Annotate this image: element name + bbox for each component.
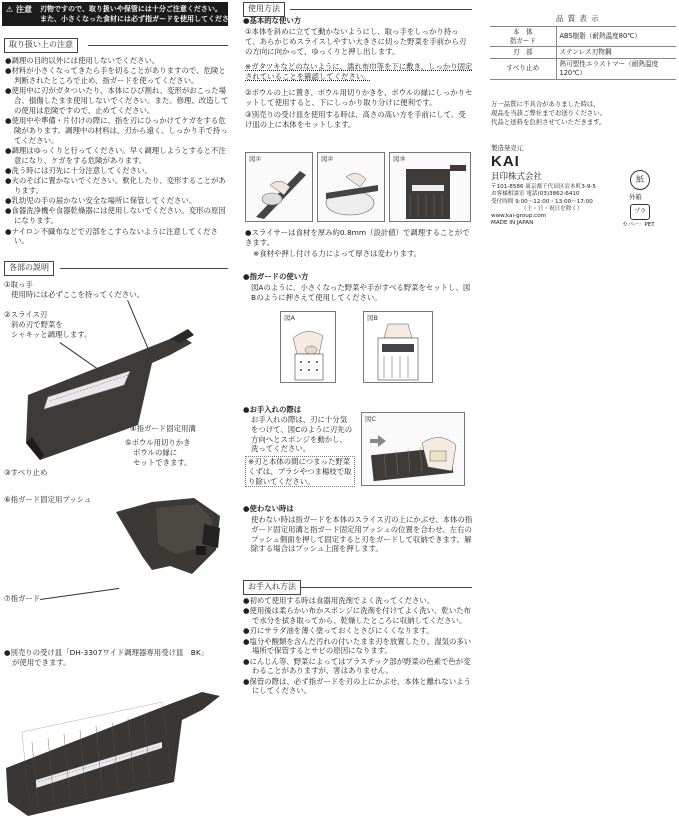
unused-desc: 使わない時は指ガードを本体のスライス刃の上にかぶせ、本体の指ガード固定用溝と指ガード固定用プッシュの位置を合わせ、左右のプッシュ側面を押して固定すると刃をガードして収納できます。解除する場合はプッシュ上面を押します。 [251,515,473,554]
figure-a-drawing [285,324,333,382]
paper-recycle-icon: 紙 [630,170,650,190]
list-item: ●初めて使用する時は食器用洗剤でよく洗ってください。 [243,596,435,605]
figure-c-drawing [364,423,464,485]
divider [290,9,472,10]
caution-banner [2,2,243,26]
part-bowl-notch: ⑤ボウル用切りかき [125,438,191,447]
figure-a: 図A [280,311,336,383]
table-cell: 刃 部 [490,47,556,59]
part-bowl-notch-desc: セットできます。 [133,458,192,467]
basic-usage-step-1: ①本体を斜めに立てて動かないようにし、取っ手をしっかり持って、あらかじめスライスしやすい大きさに切った野菜を手前から刃の方向に向かって、ゆっくりと押し出します。 [245,27,467,56]
company-name: 貝印株式会社 [491,172,543,182]
guard-usage-desc: 図Aのように、小さくなった野菜や手がすべる野菜をセットし、図Bのように押さえて使用してください。 [251,283,471,302]
separate-tray-note: ●別売りの受け皿「DH-3307ワイド調理器専用受け皿 BK」 [4,648,209,657]
guard-usage-title: ●指ガードの使い方 [243,272,309,281]
table-row [490,47,676,59]
warranty-note: 万一品質に不具合がありました時は、 [491,100,600,108]
list-item: ●材料が小さくなってきたら手を切ることがありますので、危険と判断されたところで止め、指ガードを使ってください。 [5,66,226,86]
figure-3: 図③ [389,152,471,222]
caution-line-2: また、小さくなった食材には必ず指ガードを使用してください。 [40,15,243,23]
figure-1-drawing [250,165,310,220]
list-item: ●火のそばに置かないでください。軟化したり、変形することがあります。 [5,176,226,195]
part-blade-desc: シャキッと調理します。 [11,330,92,339]
table-cell: 本 体 指ガード [490,27,556,47]
list-item: ●調理の目的以外には使用しないでください。 [5,56,160,65]
table-cell: ステンレス刃物鋼 [556,47,676,59]
divider [88,45,228,46]
caution-line-1: 刃物ですので、取り扱いや保管には十分ご注意ください。 [40,5,222,13]
divider [60,268,228,269]
part-blade-desc: 斜め刃で野菜を [11,320,63,329]
list-item: ●調理はゆっくりと行ってください。早く調理しようとすると不注意になり、ケガをする危険があります。 [5,145,226,165]
parts-heading: 各部の説明 [4,261,54,276]
finger-guard-illustration [112,496,227,578]
figure-b: 図B [363,311,433,383]
usage-heading: 使用方法 [243,2,285,17]
slicer-thickness-note: ●スライサーは食材を厚み約0.8mm（設計値）で調理することができます。 [245,228,470,247]
company-address: 〒101-8586 東京都千代田区岩本町3-9-5 お客様相談室 電話(03)3862-6410 受付時間 9:00～12:00・13:00～17:00 （土・日・祝日を除く） www.kai-group.com MADE IN JAPAN [491,184,596,227]
part-finger-guard: ⑦指ガード [4,594,41,603]
figure-c: 図C [361,412,465,486]
part-bowl-notch-desc: ボウルの縁に [133,448,178,457]
slicer-with-tray-illustration [2,682,224,818]
quality-table [490,26,676,80]
list-item: ●使用後は柔らかい布かスポンジに洗剤を付けてよく洗い、乾いた布で水分を拭き取ってから、乾燥したところに収納してください。 [243,606,471,626]
list-item: ●刃にサラダ油を薄く塗っておくとさびにくくなります。 [243,626,434,636]
divider [300,587,472,588]
basic-usage-title: ●基本的な使い方 [243,16,302,25]
table-cell: 熱可塑性エラストマー（耐熱温度120℃） [556,59,676,79]
slicer-thickness-subnote: ※食材や押し付ける力によって厚さは変わります。 [253,249,422,258]
figure-b-drawing [368,322,430,382]
kai-logo: KAI [491,153,520,170]
table-cell: ABS樹脂（耐熱温度80℃） [556,27,676,47]
part-handle-desc: 使用時には必ずここを持ってください。 [11,290,145,299]
handling-list [5,56,231,247]
separate-tray-note: が使用できます。 [12,658,71,667]
basic-usage-step-2: ②ボウルの上に置き、ボウル用切りかきを、ボウルの縁にしっかりセットして使用すると、下にしっかり取り分けに便利です。 [245,88,473,107]
plastic-recycle-icon: プラ [630,204,650,220]
leader-line [40,588,119,600]
table-row [490,27,676,47]
list-item: ●使用中に刃がガタついたり、本体にひび割れ、変形がおこった場合、損傷したまま使用しないでください。また、修理、改造しての使用は危険ですので、止めてください。 [5,86,229,115]
figure-2: 図② [317,152,385,222]
maintenance-heading: お手入れ方法 [243,580,301,595]
care-note: ※刃と本体の間につまった野菜くずは、ブラシやつま楊枝で取り除いてください。 [245,456,355,487]
maker-label: 製造発売元 [491,144,523,152]
figure-2-drawing [322,165,382,220]
warranty-note: 現品を当該ご弊社までお送りください。 [491,109,607,117]
list-item: ●食器洗浄機や食器乾燥器には使用しないでください。変形の原因になります。 [5,206,226,226]
basic-usage-step-3: ③別売りの受け皿を使用する時は、高さの高い方を手前にして、受け皿の上に本体をセットします。 [245,110,466,129]
unused-title: ●使わない時は [243,504,294,513]
basic-usage-note: ※ガタツキなどのないように、濡れ布巾等を下に敷き、しっかり固定されていることを確認してください。 [245,62,473,81]
recycle-label: 外箱 [629,193,642,201]
figure-1: 図① [245,152,313,222]
list-item: ●ナイロン不織布などで刃部をこすらないように注意してください。 [5,226,218,246]
handling-heading: 取り扱い上の注意 [4,38,78,53]
warranty-note: 代品と送料を負担させていただきます。 [491,118,606,126]
part-handle-label: ①取っ手 [4,280,33,289]
list-item: ●使用中や準備・片付けの際に、指を刃にひっかけてケガをする危険があります。調理中の材料は、刃から遠く、しっかり手で持ってください。 [5,116,228,145]
part-guard-push: ⑥指ガード固定用プッシュ [4,495,92,504]
recycle-label: カバー：PET [622,222,655,228]
part-guard-groove: ④指ガード固定用溝 [130,424,196,433]
list-item: ●塩分や酸類を含んだ汚れの付いたまま刃を放置したり、湿気の多い場所で保管するとサビの原因になります。 [243,636,472,656]
list-item: ●にんじん等、野菜によってはプラスチック部が野菜の色素で色が変わることがありますが、害はありません。 [243,656,471,676]
table-row [490,59,676,79]
care-title: ●お手入れの際は [243,405,302,414]
list-item: ●洗う時には刃先に十分注意してください。 [5,165,152,175]
quality-title: 品 質 表 示 [556,14,600,23]
list-item: ●乳幼児の手の届かない安全な場所に保管してください。 [5,196,197,206]
part-blade-label: ②スライス刃 [4,310,48,319]
figure-3-drawing [396,161,468,221]
part-nonslip: ③すべり止め [4,468,48,477]
maintenance-list [243,596,473,697]
caution-label: ⚠ 注意 [6,5,32,14]
care-desc: お手入れの際は、刃に十分気をつけて、図Cのように刃先の方向へとスポンジを動かし、洗ってください。 [251,415,353,454]
table-cell: すべり止め [490,59,556,79]
list-item: ●保管の際は、必ず指ガードを刃の上にかぶせ、本体と離れないようにしてください。 [243,676,471,696]
